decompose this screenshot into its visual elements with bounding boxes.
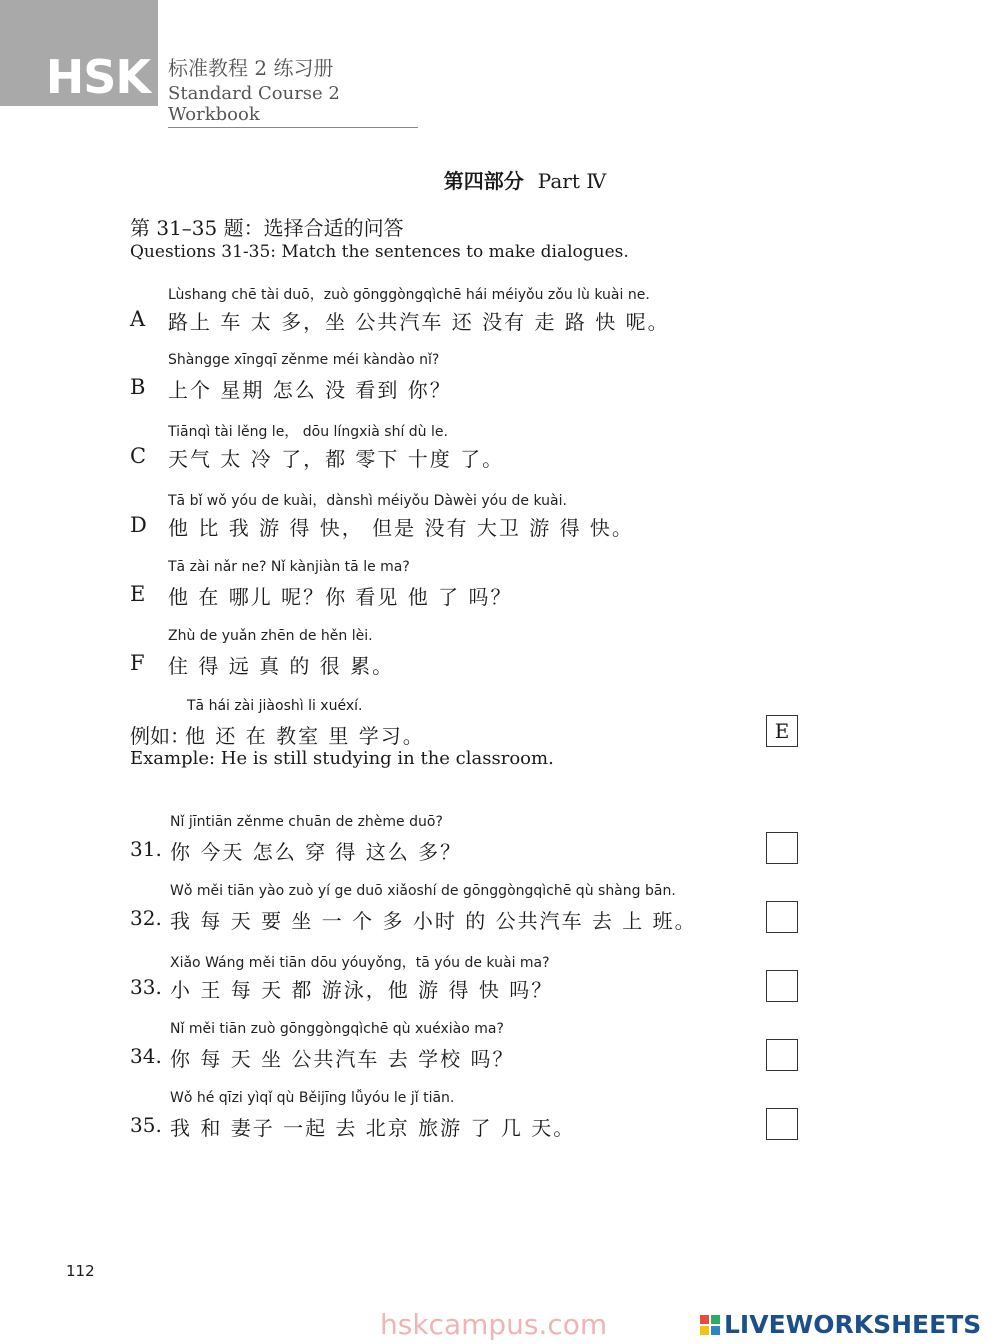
question-hanzi: 小 王 每 天 都 游泳，他 游 得 快 吗？ bbox=[170, 978, 554, 1002]
page-number: 112 bbox=[66, 1262, 95, 1280]
question-hanzi: 我 每 天 要 坐 一 个 多 小时 的 公共汽车 去 上 班。 bbox=[170, 909, 697, 933]
logo-square bbox=[711, 1315, 720, 1324]
logo-square bbox=[700, 1315, 709, 1324]
example-answer-box: E bbox=[766, 715, 798, 747]
option-letter: B bbox=[130, 375, 146, 399]
option-letter: E bbox=[130, 582, 146, 606]
option-pinyin: Tā bǐ wǒ yóu de kuài，dànshì méiyǒu Dàwèi yóu de kuài. bbox=[168, 493, 567, 509]
part-title-en: Part Ⅳ bbox=[537, 169, 607, 193]
option-hanzi: 天气 太 冷 了，都 零下 十度 了。 bbox=[168, 447, 505, 471]
question-hanzi: 我 和 妻子 一起 去 北京 旅游 了 几 天。 bbox=[170, 1116, 576, 1140]
option-pinyin: Zhù de yuǎn zhēn de hěn lèi. bbox=[168, 628, 373, 644]
option-pinyin: Tā zài nǎr ne? Nǐ kànjiàn tā le ma? bbox=[168, 559, 410, 575]
answer-box-31[interactable] bbox=[766, 832, 798, 864]
example-english: Example: He is still studying in the classroom. bbox=[130, 748, 554, 769]
logo-square bbox=[700, 1326, 709, 1335]
watermark: hskcampus.com bbox=[380, 1308, 608, 1341]
workbook-title-cn: 标准教程 2 练习册 bbox=[168, 56, 334, 80]
option-hanzi: 路上 车 太 多，坐 公共汽车 还 没有 走 路 快 呢。 bbox=[168, 310, 670, 334]
question-hanzi: 你 今天 怎么 穿 得 这么 多？ bbox=[170, 840, 463, 864]
option-hanzi: 上个 星期 怎么 没 看到 你？ bbox=[168, 378, 452, 402]
example-prefix: 例如： bbox=[130, 724, 190, 748]
question-number: 34. bbox=[130, 1044, 162, 1068]
example-hanzi: 他 还 在 教室 里 学习。 bbox=[185, 724, 425, 748]
part-title-cn: 第四部分 bbox=[443, 169, 524, 193]
option-pinyin: Lùshang chē tài duō，zuò gōnggòngqìchē hái méiyǒu zǒu lù kuài ne. bbox=[168, 287, 650, 303]
question-hanzi: 你 每 天 坐 公共汽车 去 学校 吗？ bbox=[170, 1047, 515, 1071]
question-number: 32. bbox=[130, 906, 162, 930]
question-pinyin: Nǐ jīntiān zěnme chuān de zhème duō? bbox=[170, 814, 443, 830]
option-letter: C bbox=[130, 444, 147, 468]
logo-square bbox=[711, 1326, 720, 1335]
question-number: 33. bbox=[130, 975, 162, 999]
instruction-en: Questions 31-35: Match the sentences to make dialogues. bbox=[130, 242, 629, 262]
option-pinyin: Tiānqì tài lěng le， dōu língxià shí dù le. bbox=[168, 424, 448, 440]
hsk-brand: HSK bbox=[0, 0, 158, 106]
part-title bbox=[0, 165, 1000, 194]
option-hanzi: 他 在 哪儿 呢？你 看见 他 了 吗？ bbox=[168, 585, 513, 609]
question-number: 35. bbox=[130, 1113, 162, 1137]
question-pinyin: Wǒ hé qīzi yìqǐ qù Běijīng lǚyóu le jǐ tiān. bbox=[170, 1090, 455, 1106]
instruction-cn: 第 31–35 题：选择合适的问答 bbox=[130, 216, 404, 240]
question-pinyin: Nǐ měi tiān zuò gōnggòngqìchē qù xuéxiào ma? bbox=[170, 1021, 504, 1037]
answer-box-35[interactable] bbox=[766, 1108, 798, 1140]
question-pinyin: Wǒ měi tiān yào zuò yí ge duō xiǎoshí de gōnggòngqìchē qù shàng bān. bbox=[170, 883, 676, 899]
liveworksheets-icon bbox=[700, 1315, 720, 1335]
option-letter: A bbox=[130, 307, 146, 331]
option-letter: D bbox=[130, 513, 147, 537]
answer-box-32[interactable] bbox=[766, 901, 798, 933]
example-pinyin: Tā hái zài jiàoshì li xuéxí. bbox=[187, 698, 363, 714]
answer-box-33[interactable] bbox=[766, 970, 798, 1002]
workbook-title-en: Standard Course 2 Workbook bbox=[168, 83, 418, 128]
option-pinyin: Shàngge xīngqī zěnme méi kàndào nǐ? bbox=[168, 352, 440, 368]
option-hanzi: 住 得 远 真 的 很 累。 bbox=[168, 654, 395, 678]
option-hanzi: 他 比 我 游 得 快， 但是 没有 大卫 游 得 快。 bbox=[168, 516, 634, 540]
question-pinyin: Xiǎo Wáng měi tiān dōu yóuyǒng，tā yóu de kuài ma? bbox=[170, 955, 550, 971]
option-letter: F bbox=[130, 651, 145, 675]
answer-box-34[interactable] bbox=[766, 1039, 798, 1071]
question-number: 31. bbox=[130, 837, 162, 861]
liveworksheets-text: LIVEWORKSHEETS bbox=[724, 1310, 982, 1339]
liveworksheets-logo[interactable] bbox=[700, 1310, 981, 1339]
